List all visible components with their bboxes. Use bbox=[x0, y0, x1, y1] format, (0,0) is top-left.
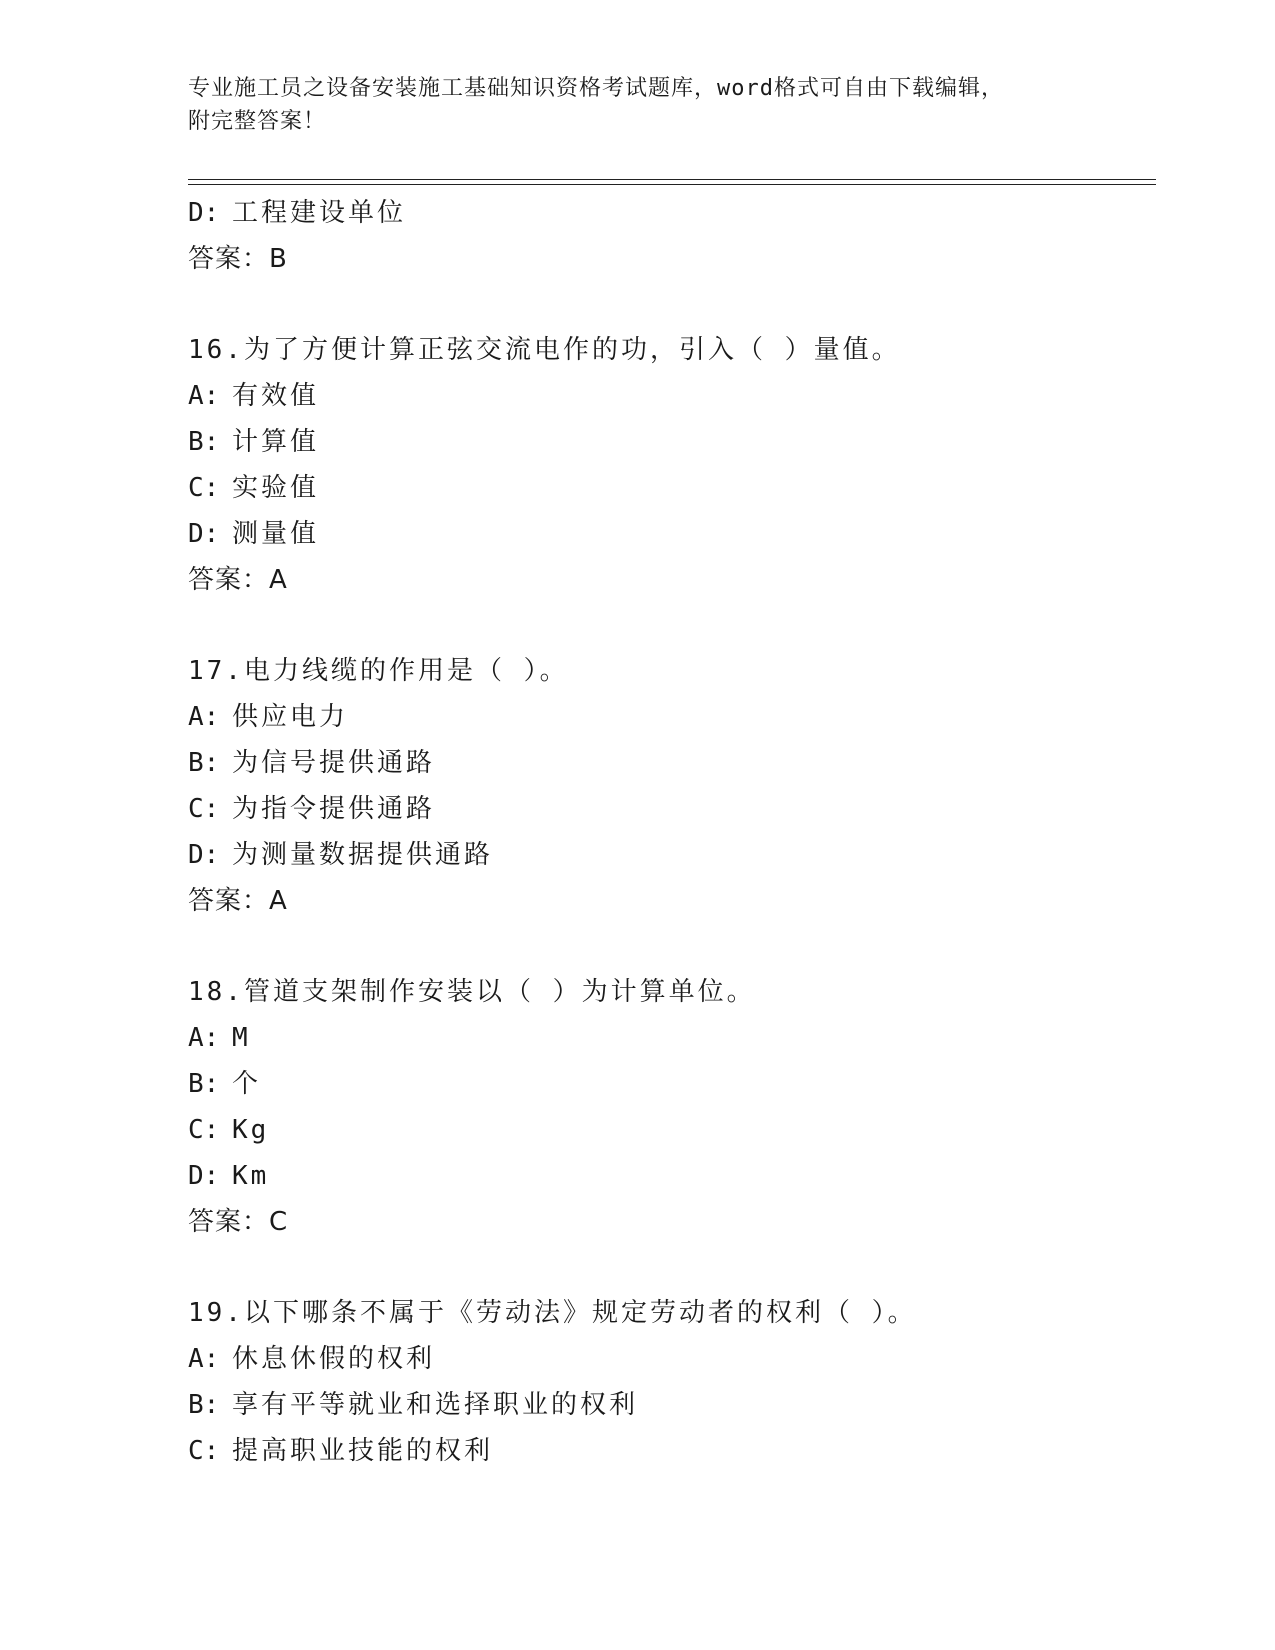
option-a bbox=[188, 373, 1156, 419]
option-text: 提高职业技能的权利 bbox=[232, 1436, 494, 1466]
option-d bbox=[188, 511, 1156, 557]
question-gap bbox=[188, 924, 1156, 969]
header-line-2: 附完整答案！ bbox=[188, 109, 327, 134]
option-text: M bbox=[232, 1023, 251, 1053]
option-b bbox=[188, 1382, 1156, 1428]
option-letter: B: bbox=[188, 1390, 220, 1420]
answer: 答案：B bbox=[188, 244, 288, 274]
option-text: 为测量数据提供通路 bbox=[232, 840, 494, 870]
option-text: 计算值 bbox=[232, 427, 320, 457]
option-d bbox=[188, 190, 1156, 236]
option-text: 供应电力 bbox=[232, 702, 349, 732]
option-letter: B: bbox=[188, 748, 220, 778]
option-text: Kg bbox=[232, 1115, 270, 1145]
header-rule-bottom bbox=[188, 184, 1156, 185]
question-gap bbox=[188, 1245, 1156, 1290]
option-text: 个 bbox=[232, 1069, 262, 1099]
option-letter: B: bbox=[188, 427, 220, 457]
option-text: 实验值 bbox=[232, 473, 320, 503]
option-letter: A: bbox=[188, 702, 220, 732]
option-letter: C: bbox=[188, 1115, 220, 1145]
option-b bbox=[188, 419, 1156, 465]
answer: 答案：A bbox=[188, 886, 288, 916]
question-stem: 16.为了方便计算正弦交流电作的功，引入（ ）量值。 bbox=[188, 335, 901, 365]
option-letter: A: bbox=[188, 1344, 220, 1374]
option-letter: A: bbox=[188, 1023, 220, 1053]
option-a bbox=[188, 1336, 1156, 1382]
option-letter: C: bbox=[188, 1436, 220, 1466]
answer: 答案：C bbox=[188, 1207, 289, 1237]
option-letter: D: bbox=[188, 198, 220, 228]
option-letter: C: bbox=[188, 473, 220, 503]
option-b bbox=[188, 740, 1156, 786]
option-c bbox=[188, 786, 1156, 832]
option-text: 工程建设单位 bbox=[232, 198, 407, 228]
question-list bbox=[188, 190, 1156, 1474]
option-text: 休息休假的权利 bbox=[232, 1344, 436, 1374]
option-letter: A: bbox=[188, 381, 220, 411]
option-a bbox=[188, 1015, 1156, 1061]
option-c bbox=[188, 465, 1156, 511]
option-d bbox=[188, 1153, 1156, 1199]
option-letter: D: bbox=[188, 840, 220, 870]
question-stem: 17.电力线缆的作用是（ ）。 bbox=[188, 656, 569, 686]
option-text: Km bbox=[232, 1161, 270, 1191]
option-text: 为指令提供通路 bbox=[232, 794, 436, 824]
option-text: 有效值 bbox=[232, 381, 320, 411]
option-text: 测量值 bbox=[232, 519, 320, 549]
option-d bbox=[188, 832, 1156, 878]
header-rule-top bbox=[188, 179, 1156, 180]
answer: 答案：A bbox=[188, 565, 288, 595]
option-letter: B: bbox=[188, 1069, 220, 1099]
option-c bbox=[188, 1107, 1156, 1153]
question-gap bbox=[188, 282, 1156, 327]
option-b bbox=[188, 1061, 1156, 1107]
question-gap bbox=[188, 603, 1156, 648]
option-text: 享有平等就业和选择职业的权利 bbox=[232, 1390, 639, 1420]
option-letter: D: bbox=[188, 519, 220, 549]
question-stem: 19.以下哪条不属于《劳动法》规定劳动者的权利（ ）。 bbox=[188, 1298, 917, 1328]
question-stem: 18.管道支架制作安装以（ ）为计算单位。 bbox=[188, 977, 756, 1007]
option-c bbox=[188, 1428, 1156, 1474]
option-text: 为信号提供通路 bbox=[232, 748, 436, 778]
option-a bbox=[188, 694, 1156, 740]
header-line-1: 专业施工员之设备安装施工基础知识资格考试题库，word格式可自由下载编辑， bbox=[188, 76, 1004, 101]
document-header bbox=[188, 72, 1088, 138]
option-letter: D: bbox=[188, 1161, 220, 1191]
option-letter: C: bbox=[188, 794, 220, 824]
